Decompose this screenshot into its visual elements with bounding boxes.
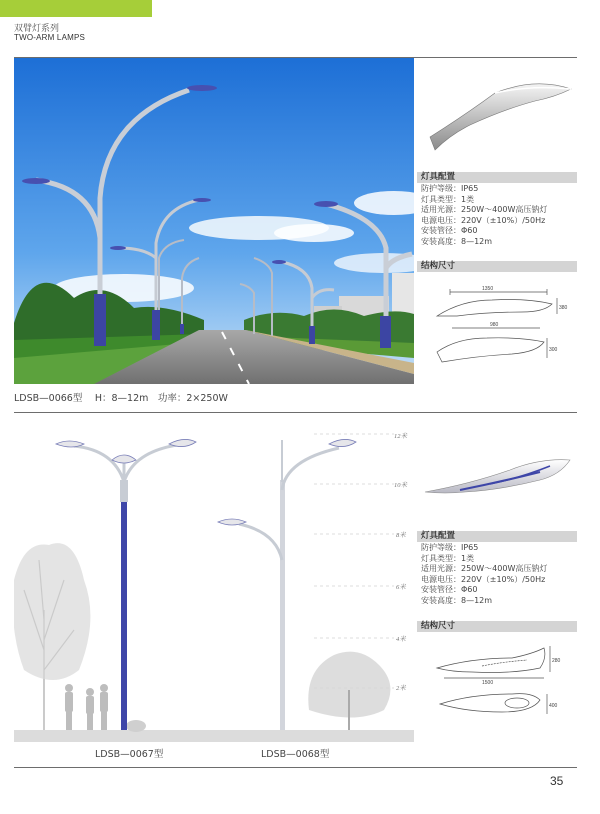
height-tick: 4米 [396,636,406,643]
page-number: 35 [550,774,564,788]
struct-header-1: 结构尺寸 [417,261,577,272]
spec-item: 防护等级：IP65 [421,543,479,552]
spec-item: 灯具类型：1类 [421,553,475,563]
spec-item: 适用光源：250W～400W高压钠灯 [421,564,548,574]
spec-item: 安装高度：8—12m [421,236,493,246]
dim-width: 980 [490,322,499,328]
accent-tab [0,0,152,17]
series-title-en: TWO-ARM LAMPS [14,33,86,42]
struct-header-2: 结构尺寸 [417,621,577,632]
dim-length: 1500 [482,680,494,686]
pole-elevation-drawing [14,420,414,742]
dim-height-b: 300 [549,347,558,353]
height-tick: 12米 [394,433,407,440]
dim-length: 1350 [482,286,494,292]
dim-height-b: 400 [549,703,558,709]
section-rule [14,412,577,413]
spec-list-1 [421,184,547,248]
lamp-head-illustration-2 [420,440,575,510]
height-tick: 8米 [396,532,406,539]
height-tick: 6米 [396,584,406,591]
spec-list-2 [421,543,547,607]
spec-header-2: 灯具配置 [417,531,577,542]
dim-height-a: 280 [552,658,561,664]
spec-item: 灯具类型：1类 [421,194,475,204]
model-caption-0067: LDSB—0067型 [95,749,164,760]
street-photo [14,58,414,384]
spec-item: 电源电压：220V（±10%）/50Hz [421,574,546,584]
lamp-head-illustration-1 [425,75,575,155]
bottom-rule [14,767,577,768]
spec-header-1: 灯具配置 [417,172,577,183]
model-caption-0066: LDSB—0066型 H：8—12m 功率：2×250W [14,393,228,404]
structure-drawing-1 [432,282,572,372]
spec-item: 安装高度：8—12m [421,595,493,605]
spec-item: 防护等级：IP65 [421,184,479,193]
spec-item: 适用光源：250W～400W高压钠灯 [421,205,548,215]
series-title-cn: 双臂灯系列 [14,24,60,34]
spec-item: 安装管径：Φ60 [421,585,478,595]
height-tick: 10米 [394,482,407,489]
dim-height-a: 380 [559,305,568,311]
spec-item: 电源电压：220V（±10%）/50Hz [421,215,546,225]
spec-item: 安装管径：Φ60 [421,226,478,236]
model-caption-0068: LDSB—0068型 [261,749,330,760]
structure-drawing-2 [432,640,572,720]
height-tick: 2米 [396,685,406,692]
